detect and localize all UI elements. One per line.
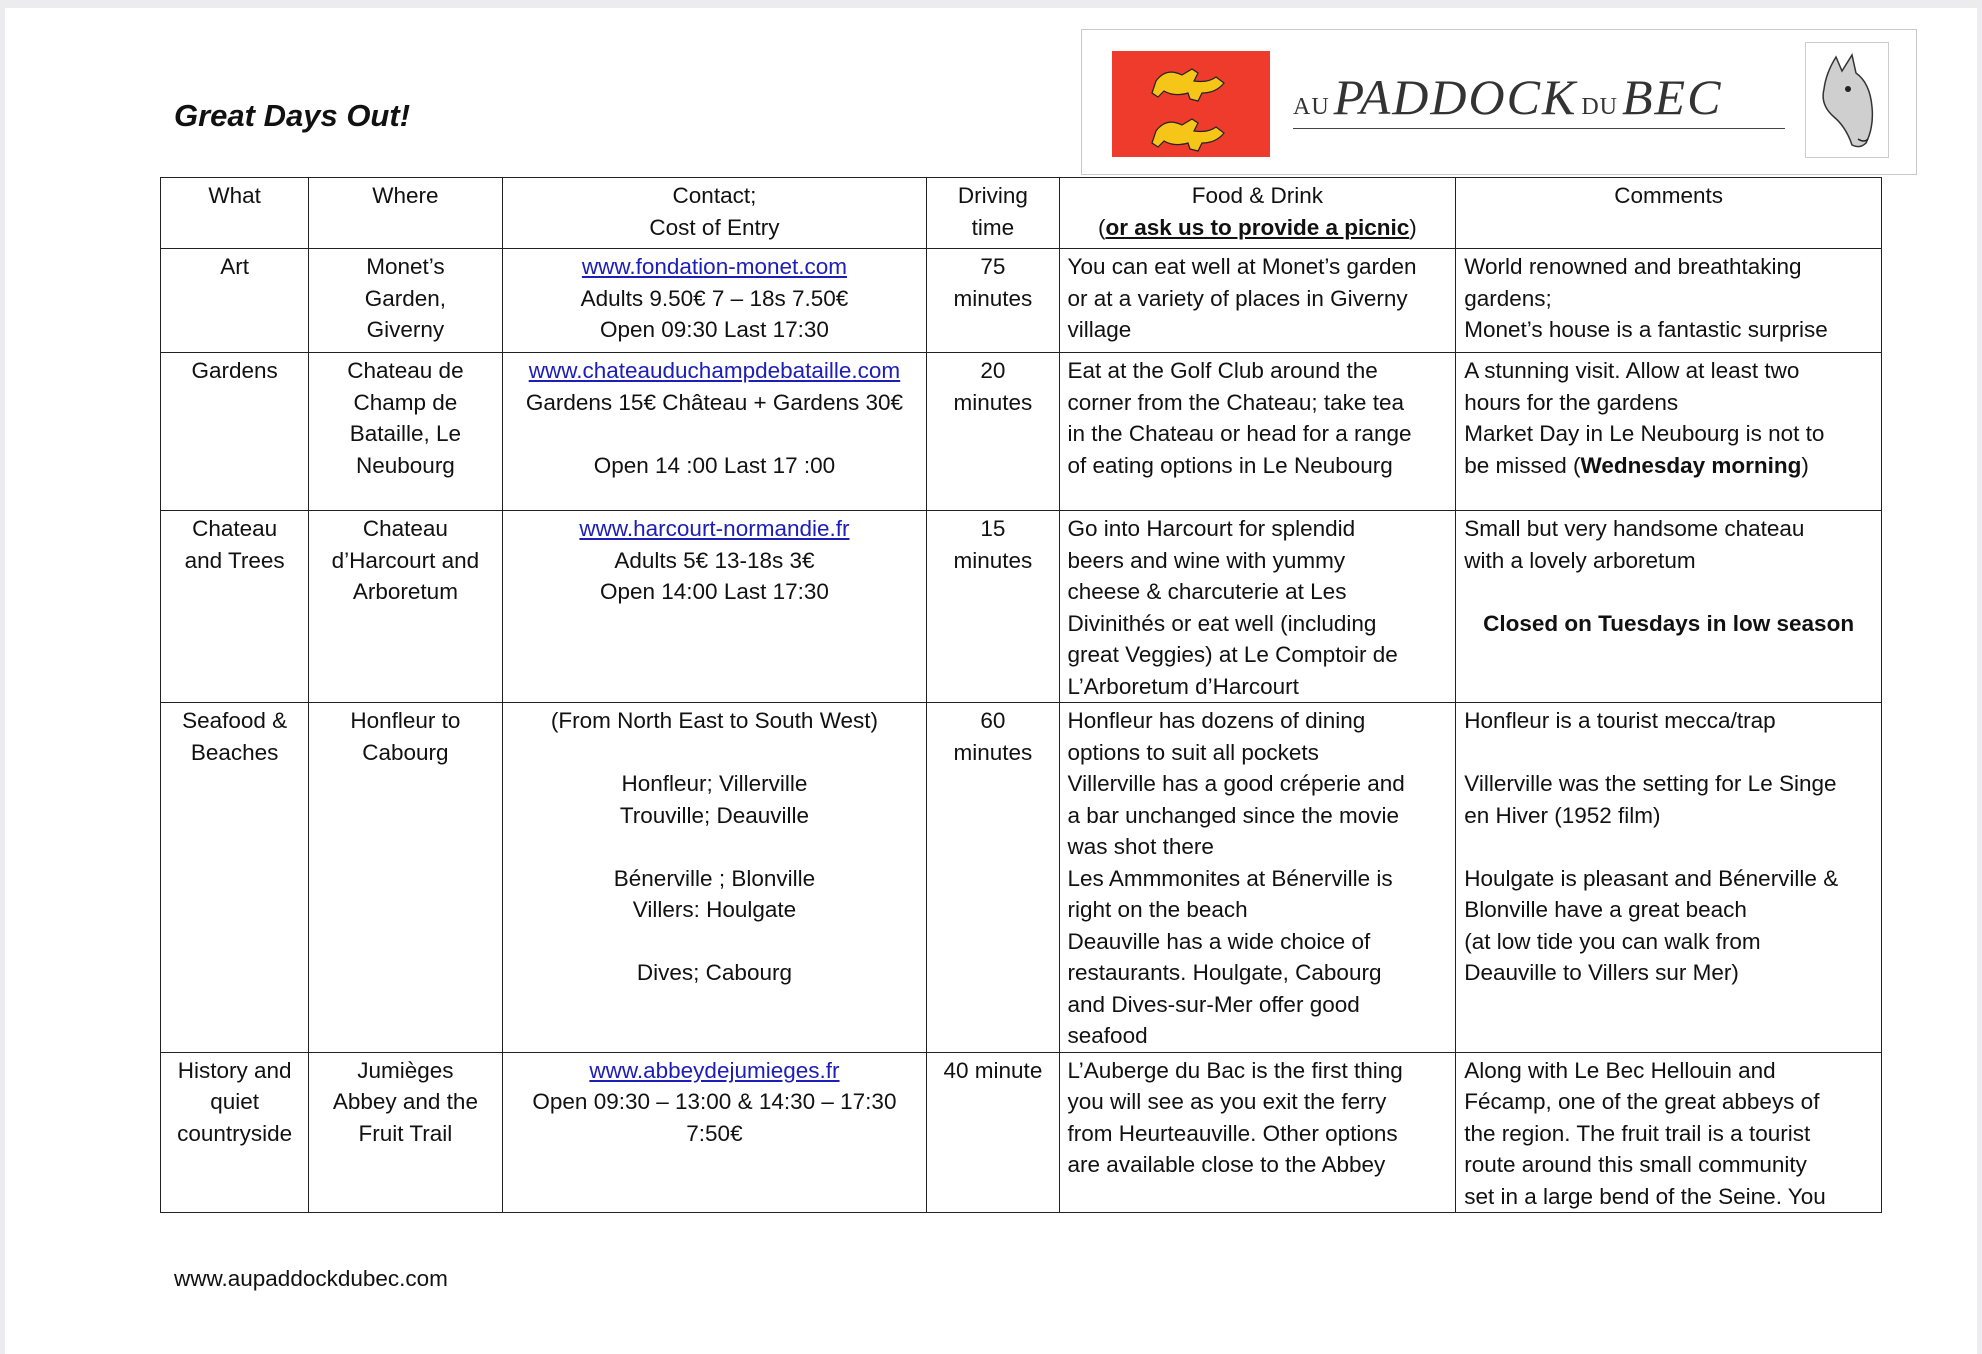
cell-driving-time: 20 minutes (927, 353, 1059, 511)
brand-paddock: PADDOCK (1333, 69, 1578, 125)
table-row (161, 511, 1882, 703)
table-header-row (161, 178, 1882, 249)
table-row (161, 703, 1882, 1053)
cell-comments: A stunning visit. Allow at least two hours for the gardens Market Day in Le Neubourg is not to be missed (Wednesday morning) (1456, 353, 1882, 511)
header-what: What (161, 178, 309, 249)
header-where: Where (309, 178, 502, 249)
brand-bec: BEC (1622, 69, 1723, 125)
cell-food: You can eat well at Monet’s garden or at a variety of places in Giverny village (1059, 249, 1456, 353)
cell-driving-time: 60 minutes (927, 703, 1059, 1053)
cell-driving-time: 40 minute (927, 1052, 1059, 1213)
footer-website: www.aupaddockdubec.com (174, 1266, 448, 1291)
website-link[interactable]: www.harcourt-normandie.fr (579, 516, 850, 541)
cell-contact: www.abbeydejumieges.fr Open 09:30 – 13:00 & 14:30 – 17:30 7:50€ (502, 1052, 927, 1213)
cell-what: Chateau and Trees (161, 511, 309, 703)
table-row (161, 353, 1882, 511)
header-comments: Comments (1456, 178, 1882, 249)
cell-comments: Honfleur is a tourist mecca/trap Villerville was the setting for Le Singe en Hiver (1952 film) Houlgate is pleasant and Bénerville & Blonville have a great beach (at low tide you can walk from Deauville to Villers sur Mer) (1456, 703, 1882, 1053)
website-link[interactable]: www.fondation-monet.com (581, 254, 847, 279)
cell-driving-time: 15 minutes (927, 511, 1059, 703)
cell-contact: www.harcourt-normandie.fr Adults 5€ 13-18s 3€ Open 14:00 Last 17:30 (502, 511, 927, 703)
header-contact: Contact; Cost of Entry (502, 178, 927, 249)
great-days-table (160, 177, 1882, 1213)
header-driving-time: Driving time (927, 178, 1059, 249)
page (5, 8, 1977, 1354)
brand-au: AU (1293, 94, 1330, 120)
cell-where: Chateau d’Harcourt and Arboretum (309, 511, 502, 703)
table-row (161, 249, 1882, 353)
website-link[interactable]: www.chateauduchampdebataille.com (528, 358, 901, 383)
cell-what: Art (161, 249, 309, 353)
cell-food: Honfleur has dozens of dining options to suit all pockets Villerville has a good créperie and a bar unchanged since the movie was shot there Les Ammmonites at Bénerville is right on the beach Deauville has a wide choice of restaurants. Houlgate, Cabourg and Dives-sur-Mer offer good seafood (1059, 703, 1456, 1053)
cell-comments: World renowned and breathtaking gardens; Monet’s house is a fantastic surprise (1456, 249, 1882, 353)
closed-notice: Closed on Tuesdays in low season (1483, 610, 1855, 636)
brand-underline (1293, 128, 1785, 129)
cell-food: Go into Harcourt for splendid beers and wine with yummy cheese & charcuterie at Les Divinithés or eat well (including great Veggies) at Le Comptoir de L’Arboretum d’Harcourt (1059, 511, 1456, 703)
cell-where: Chateau de Champ de Bataille, Le Neubourg (309, 353, 502, 511)
cell-what: Seafood & Beaches (161, 703, 309, 1053)
cell-contact: www.chateauduchampdebataille.com Gardens 15€ Château + Gardens 30€ Open 14 :00 Last 17 :00 (502, 353, 927, 511)
cell-what: History and quiet countryside (161, 1052, 309, 1213)
cell-comments: Along with Le Bec Hellouin and Fécamp, one of the great abbeys of the region. The fruit trail is a tourist route around this small community set in a large bend of the Seine. You (1456, 1052, 1882, 1213)
cell-where: Honfleur to Cabourg (309, 703, 502, 1053)
cell-food: L’Auberge du Bac is the first thing you will see as you exit the ferry from Heurteauville. Other options are available close to the Abbey (1059, 1052, 1456, 1213)
page-title: Great Days Out! (174, 98, 411, 133)
brand-du: DU (1581, 94, 1619, 120)
cell-where: Jumièges Abbey and the Fruit Trail (309, 1052, 502, 1213)
cell-what: Gardens (161, 353, 309, 511)
cell-where: Monet’s Garden, Giverny (309, 249, 502, 353)
logo-banner (1081, 29, 1917, 175)
header-food-drink: Food & Drink (or ask us to provide a picnic) (1059, 178, 1456, 249)
cell-comments: Small but very handsome chateau with a lovely arboretum Closed on Tuesdays in low season (1456, 511, 1882, 703)
cell-contact: www.fondation-monet.com Adults 9.50€ 7 – 18s 7.50€ Open 09:30 Last 17:30 (502, 249, 927, 353)
cell-contact: (From North East to South West) Honfleur; Villerville Trouville; Deauville Bénerville ; Blonville Villers: Houlgate Dives; Cabourg (502, 703, 927, 1053)
normandy-flag-icon (1112, 51, 1270, 157)
cell-food: Eat at the Golf Club around the corner from the Chateau; take tea in the Chateau or head for a range of eating options in Le Neubourg (1059, 353, 1456, 511)
cell-driving-time: 75 minutes (927, 249, 1059, 353)
brand-wordmark (1293, 68, 1785, 128)
horse-head-icon (1805, 42, 1889, 158)
table-row (161, 1052, 1882, 1213)
website-link[interactable]: www.abbeydejumieges.fr (589, 1057, 840, 1083)
